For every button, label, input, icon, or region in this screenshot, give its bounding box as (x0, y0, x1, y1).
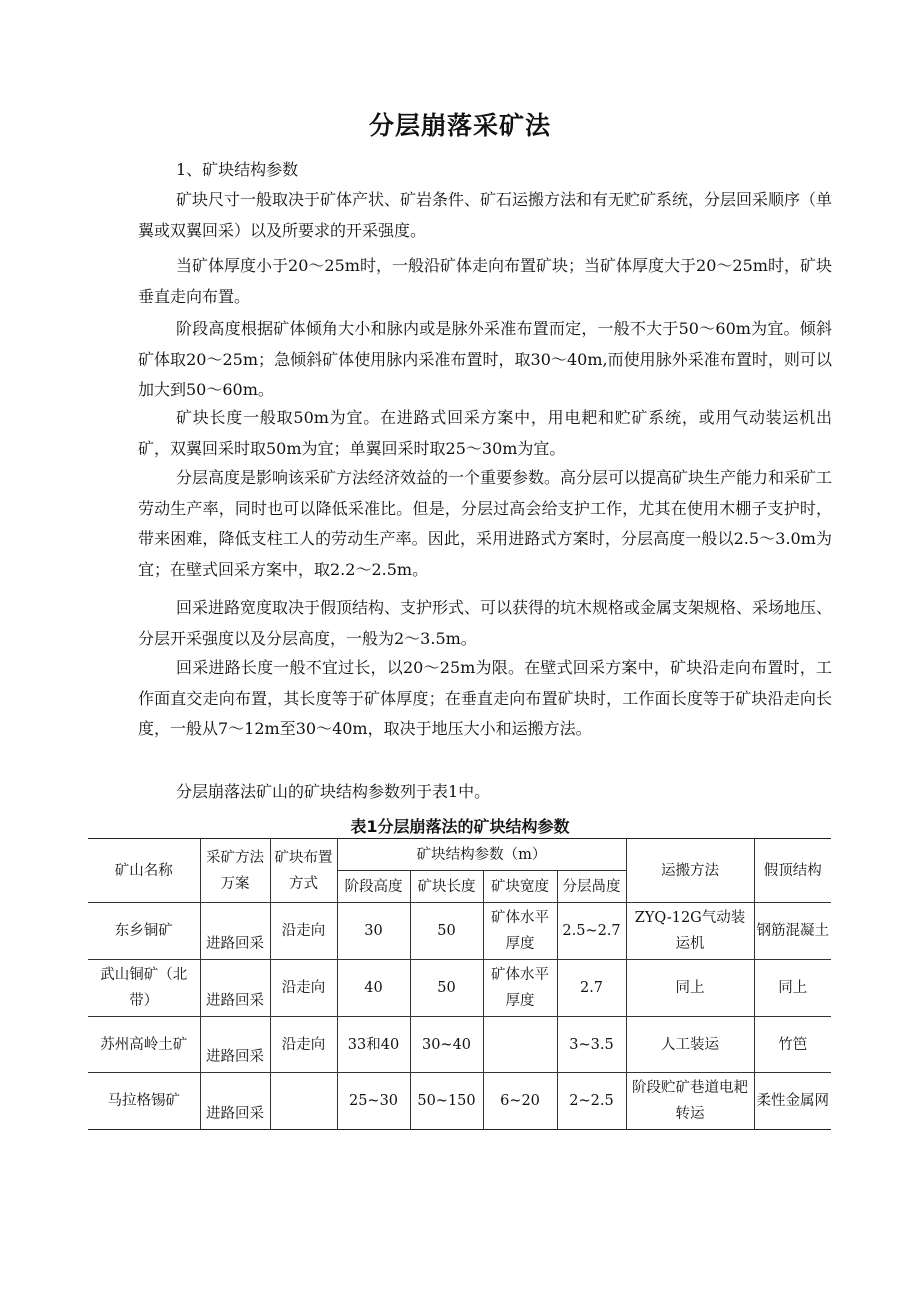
header-stage-height: 阶段高度 (337, 871, 410, 903)
cell-block-width: 矿体水平厚度 (483, 903, 557, 960)
cell-transport: 同上 (626, 960, 754, 1017)
paragraph-stage-height: 阶段高度根据矿体倾角大小和脉内或是脉外采准布置而定，一般不大于50～60m为宜。倾斜矿体取20～25m；急倾斜矿体使用脉内采准布置时，取30～40m,而使用脉外采准布置时，则可以加大到50～60m。 (138, 319, 832, 399)
table-row (88, 903, 831, 960)
header-layer-height: 分层咼度 (557, 871, 626, 903)
paragraph-block-size: 矿块尺寸一般取决于矿体产状、矿岩条件、矿石运搬方法和有无贮矿系统，分层回采顺序（单翼或双翼回采）以及所要求的开采强度。 (138, 190, 833, 240)
header-block-layout: 矿块布置方式 (270, 839, 337, 903)
header-roof: 假顶结构 (754, 839, 831, 903)
cell-roof: 竹笆 (754, 1017, 831, 1073)
cell-block-length: 50 (410, 960, 483, 1017)
paragraph-layer-height: 分层高度是影响该采矿方法经济效益的一个重要参数。高分层可以提高矿块生产能力和采矿工劳动生产率，同时也可以降低采准比。但是，分层过高会给支护工作，尤其在使用木棚子支护时，带来困难，降低支柱工人的劳动生产率。因此，采用进路式方案时，分层高度一般以2.5～3.0m为宜；在壁式回采方案中，取2.2～2.5m。 (138, 468, 833, 579)
section-heading: 1、矿块结构参数 (176, 160, 299, 179)
cell-layer-height: 2.7 (557, 960, 626, 1017)
document-title: 分层崩落采矿法 (368, 111, 551, 140)
cell-transport: ZYQ-12G气动装运机 (626, 903, 754, 960)
paragraph-block-length: 矿块长度一般取50m为宜。在进路式回采方案中，用电耙和贮矿系统，或用气动装运机出矿，双翼回采时取50m为宜；单翼回采时取25～30m为宜。 (138, 408, 832, 458)
cell-stage-height: 30 (337, 903, 410, 960)
cell-mine-name: 苏州高岭土矿 (88, 1017, 200, 1073)
cell-roof: 钢筋混凝土 (754, 903, 831, 960)
cell-layer-height: 2~2.5 (557, 1073, 626, 1130)
header-block-width: 矿块宽度 (483, 871, 557, 903)
table-header-row (88, 839, 831, 871)
paragraph-route-width: 回采进路宽度取决于假顶结构、支护形式、可以获得的坑木规格或金属支架规格、采场地压、分层开采强度以及分层高度，一般为2～3.5m。 (138, 598, 833, 648)
cell-method: 进路回采 (200, 903, 270, 960)
cell-mine-name: 马拉格锡矿 (88, 1073, 200, 1130)
header-block-params: 矿块结构参数（m） (337, 839, 626, 871)
cell-method: 进路回采 (200, 960, 270, 1017)
cell-transport: 人工装运 (626, 1017, 754, 1073)
cell-layout: 沿走向 (270, 903, 337, 960)
table-row (88, 1073, 831, 1130)
cell-stage-height: 40 (337, 960, 410, 1017)
paragraph-thickness: 当矿体厚度小于20～25m时，一般沿矿体走向布置矿块；当矿体厚度大于20～25m时，矿块垂直走向布置。 (138, 256, 832, 306)
cell-method: 进路回采 (200, 1073, 270, 1130)
cell-stage-height: 33和40 (337, 1017, 410, 1073)
header-transport: 运搬方法 (626, 839, 754, 903)
cell-layer-height: 3~3.5 (557, 1017, 626, 1073)
paragraph-route-length: 回采进路长度一般不宜过长，以20～25m为限。在壁式回采方案中，矿块沿走向布置时，工作面直交走向布置，其长度等于矿体厚度；在垂直走向布置矿块时，工作面长度等于矿块沿走向长度，一般从7～12m至30～40m，取决于地压大小和运搬方法。 (138, 658, 832, 738)
cell-mine-name: 武山铜矿（北带） (88, 960, 200, 1017)
cell-transport: 阶段贮矿巷道电耙转运 (626, 1073, 754, 1130)
header-block-length: 矿块长度 (410, 871, 483, 903)
cell-layout: 沿走向 (270, 960, 337, 1017)
header-mining-method: 采矿方法万案 (200, 839, 270, 903)
cell-layer-height: 2.5~2.7 (557, 903, 626, 960)
table-caption: 表1分层崩落法的矿块结构参数 (350, 817, 570, 836)
cell-layout: 沿走向 (270, 1017, 337, 1073)
paragraph-table-intro: 分层崩落法矿山的矿块结构参数列于表1中。 (176, 782, 491, 801)
cell-block-length: 50~150 (410, 1073, 483, 1130)
cell-roof: 柔性金属网 (754, 1073, 831, 1130)
cell-block-length: 30~40 (410, 1017, 483, 1073)
cell-mine-name: 东乡铜矿 (88, 903, 200, 960)
header-mine-name: 矿山名称 (88, 839, 200, 903)
cell-stage-height: 25~30 (337, 1073, 410, 1130)
cell-block-length: 50 (410, 903, 483, 960)
cell-block-width (483, 1017, 557, 1073)
cell-roof: 同上 (754, 960, 831, 1017)
cell-block-width: 矿体水平厚度 (483, 960, 557, 1017)
table-row (88, 1017, 831, 1073)
table-row (88, 960, 831, 1017)
cell-method: 进路回采 (200, 1017, 270, 1073)
cell-block-width: 6~20 (483, 1073, 557, 1130)
block-parameters-table (88, 838, 831, 1130)
cell-layout (270, 1073, 337, 1130)
